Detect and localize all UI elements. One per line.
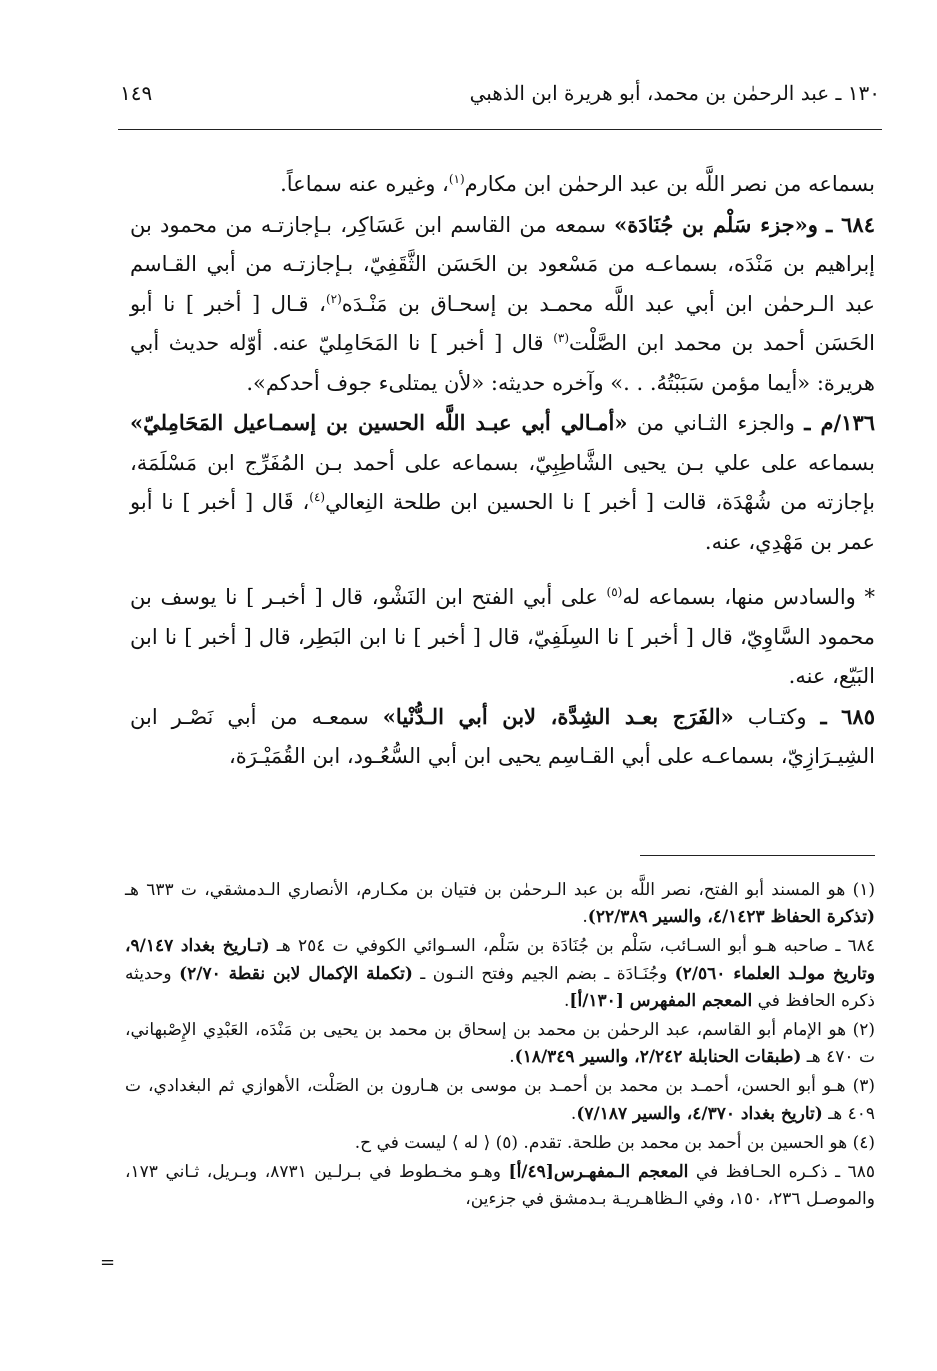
footnote-text: . [564, 990, 570, 1011]
header-rule [118, 129, 882, 130]
text: بسماعه على علي بـن يحيى الشَّاطِبِيّ، بسماعه على أحمد بـن المُفَرِّج ابن مَسْلَمَة، بإجازته من شُهْدَة، قالت [ أخبر ] نا الحسين ابن طلحة النِعالي [130, 450, 875, 514]
text: قال [ أخبر ] نا المَحَامِليّ عنه. أوّله حديث أبي هريرة: «أيما مؤمن سَبَبْتُهُ. . .» وآخره حديثه: «لأن يمتلىء جوف أحدكم». [130, 331, 875, 395]
text: والجزء الثـاني من [627, 411, 795, 435]
footnote-text: (٣) هـو أبو الحسن، أحمـد بن محمد بن أحمـد بن موسى بن هـارون بن الصَلْت، الأهوازي ثم البغدادي، ت ٤٠٩ هـ [125, 1076, 875, 1124]
text: * والسادس منها، بسماعه له [622, 585, 875, 609]
footnote-text: (١) هو المسند أبو الفتح، نصر اللَّه بن عبد الـرحمٰن بن فتيان بن مكـارم، الأنصاري الـدمشقي، ت ٦٣٣ هـ [125, 880, 875, 900]
entry-title: و«جزء سَلْم بن جُنَادَة» [614, 211, 818, 237]
running-head: ١٣٠ ـ عبد الرحمٰن بن محمد، أبو هريرة ابن الذهبي [469, 81, 880, 105]
footnote-text: وحديثه ذكره الحافظ في [125, 963, 875, 1011]
text: وكتـاب [733, 704, 807, 729]
footnote-text: (٢) هو الإمام أبو القاسم، عبد الرحمٰن بن محمد بن إسحاق بن محمد بن يحيى بن مَنْدَه، العَبْدِي الإِصْبهاني، ت ٤٧٠ هـ [125, 1020, 875, 1068]
footnote-ref: (٥) [606, 585, 623, 599]
footnote-1 [125, 877, 875, 931]
footnote-source: (تـاريخ بغداد ٩/١٤٧، وتاريخ مولـد العلماء ٢/٥٦٠) [125, 936, 875, 984]
paragraph-continuation [130, 165, 875, 205]
footnote-text: ٦٨٤ ـ صاحبه هـو أبو السـائب، سَلْم بن جُنَادَة بن سَلْم، السـوائي الكوفي ت ٢٥٤ هـ [269, 936, 875, 957]
text: ، وغيره عنه سماعاً. [280, 172, 449, 196]
text: ، قـال [ أخبر ] نا أبو الحَسَن أحمد بن محمد ابن الصَّلْت [130, 291, 875, 355]
footnote-ref: (١) [448, 172, 465, 186]
main-text [130, 165, 875, 777]
footnote-3 [125, 1073, 875, 1127]
footnote-text: . [509, 1047, 515, 1068]
entry-number: ١٣٦/م ـ [804, 410, 876, 435]
footnote-4-5 [125, 1130, 875, 1157]
footnote-2 [125, 1017, 875, 1071]
footnote-684 [125, 933, 875, 1015]
footnote-ref: (٢) [325, 291, 342, 306]
page-number: ١٤٩ [120, 81, 153, 105]
footnote-text: . [582, 907, 588, 928]
entry-title: «أمـالي أبي عبـد اللَّه الحسين بن إسمـاعيل المَحَامِليّ» [130, 410, 628, 435]
text: سمعه من القاسم ابن عَسَاكِر، بـإجازتـه من محمود بن إبراهيم بن مَنْدَه، بسماعـه من مَسْعود بن الحَسَن الثَّقَفِيّ، بـإجازتـه من أبي القـاسم عبد الـرحمٰن ابن أبي عبد اللَّه محمـد بن إسحـاق بن مَنْـدَه [130, 212, 876, 316]
footnote-source: (طبقات الحنابلة ٢/٢٤٢، والسير ١٨/٣٤٩) [514, 1047, 802, 1068]
footnote-text: وجُنَـادَة ـ بضم الجيم وفتح النـون ـ [412, 963, 675, 984]
footnote-source: المعجم الـمفهـرس[٤٩/أ] [508, 1162, 689, 1183]
entry-sixth-part [130, 578, 875, 697]
footnote-source: (تاريخ بغداد ٤/٣٧٠، والسير ٧/١٨٧) [576, 1103, 823, 1124]
footnote-ref: (٣) [553, 331, 570, 345]
footnote-685 [125, 1159, 875, 1213]
footnote-text: ٦٨٥ ـ ذكـره الحـافظ في [688, 1162, 875, 1183]
footnote-source: (تكملة الإكمال لابن نقطة ٢/٧٠) [179, 963, 413, 984]
entry-number: ٦٨٤ ـ [826, 211, 875, 237]
footnote-text: وهـو مخـطوط في بـرلـين ٨٧٣١، وبـريل، ثـاني ١٧٣، والموصـل ٢٣٦، ١٥٠، وفي الـظاهـريـة بـدمشق في جزءين، [125, 1162, 875, 1210]
entry-title: «الفَرَج بعـد الشِدَّة، لابن أبي الـدُّنْيا» [382, 703, 734, 729]
entry-684 [130, 205, 875, 404]
footnote-source: المعجم المفهرس [١٣٠/أ] [569, 990, 753, 1011]
entry-685 [130, 697, 875, 777]
footnote-source: (تذكرة الحفاظ ٤/١٤٢٣، والسير ٢٢/٣٨٩) [587, 907, 875, 928]
entry-136m [130, 403, 875, 562]
page-header [120, 78, 880, 118]
footnote-text: (٤) هو الحسين بن أحمد بن محمد بن طلحة. تقدم. (٥) ⟨ له ⟩ ليست في ح. [354, 1132, 875, 1153]
text: على أبي الفتح ابن النَشْو، قال [ أخبـر ] نا يوسف بن محمود السَّاوِيّ، قال [ أخبر ] نا السِلَفِيّ، قال [ أخبر ] نا ابن البَطِر، قال [ أخبر ] نا ابن البَيّع، عنه. [130, 585, 875, 688]
footnote-text: . [570, 1103, 577, 1124]
text: بسماعه من نصر اللَّه بن عبد الرحمٰن ابن مكارم [464, 172, 875, 196]
footnote-rule [640, 855, 875, 856]
continuation-mark: = [100, 1252, 116, 1273]
text: سمعـه من أبي نَصْـر ابن الشِيـرَازِيّ، بسماعـه على أبي القـاسِم يحيى ابن أبي السُّعُـود، ابن القُمَيْـرَة، [130, 704, 875, 768]
footnotes [125, 877, 875, 1215]
entry-number: ٦٨٥ ـ [820, 703, 875, 729]
footnote-ref: (٤) [309, 490, 326, 504]
text: ، قَال [ أخبر ] نا أبو عمر بن مَهْدِي، عنه. [130, 490, 875, 554]
